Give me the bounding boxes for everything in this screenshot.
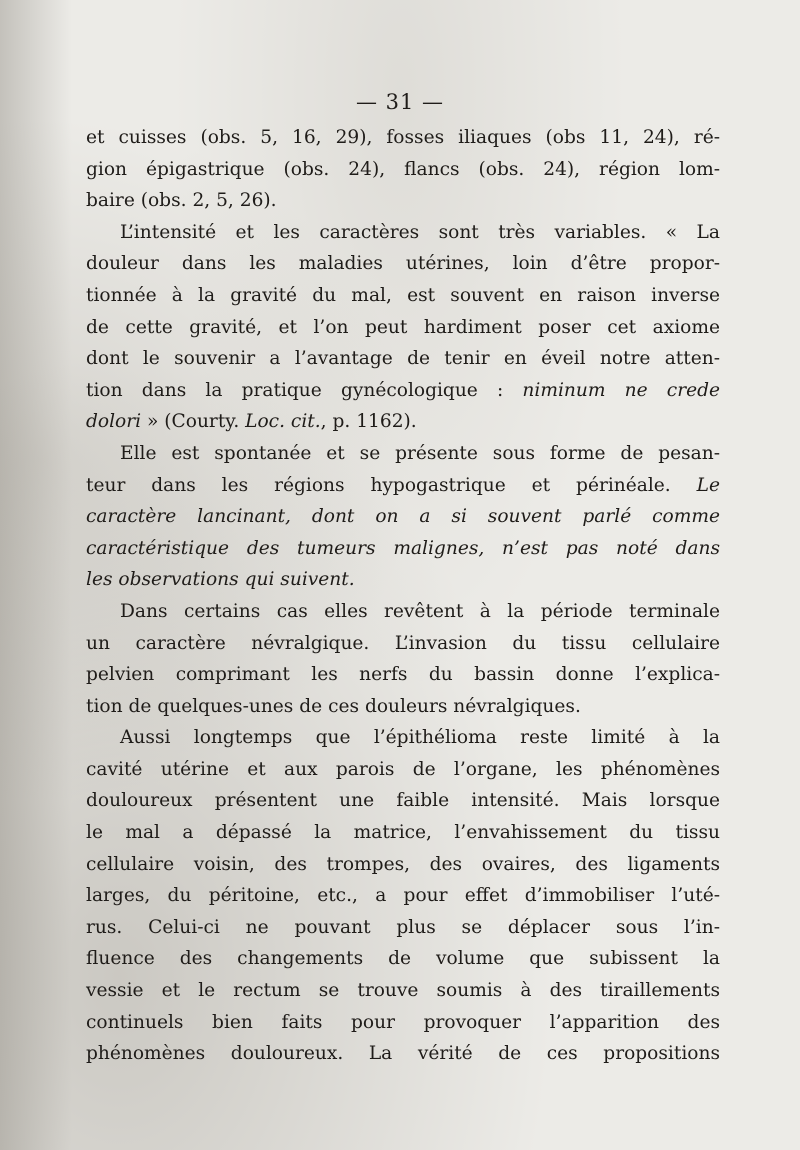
text-line <box>86 406 720 438</box>
text-line <box>86 375 720 407</box>
text-line: de cette gravité, et l’on peut hardiment poser cet axiome <box>86 316 720 338</box>
text-line: L’intensité et les caractères sont très variables. « La <box>120 221 720 243</box>
text-run: tion dans la pratique gynécologique : <box>86 379 523 401</box>
paragraph-5 <box>86 722 720 1070</box>
body-text <box>86 122 720 1070</box>
text-run: » (Courty. <box>141 411 246 433</box>
text-line: vessie et le rectum se trouve soumis à des tiraillements <box>86 980 720 1002</box>
text-line: les observations qui suivent. <box>86 569 355 591</box>
text-line: caractéristique des tumeurs malignes, n’est pas noté dans <box>86 537 720 559</box>
text-run: teur dans les régions hypogastrique et périnéale. <box>86 474 697 496</box>
text-line: le mal a dépassé la matrice, l’envahissement du tissu <box>86 822 720 844</box>
text-line: pelvien comprimant les nerfs du bassin donne l’explica- <box>86 664 720 686</box>
text-line: douloureux présentent une faible intensité. Mais lorsque <box>86 790 720 812</box>
text-line: rus. Celui-ci ne pouvant plus se déplacer sous l’in- <box>86 916 720 938</box>
paragraph-1 <box>86 122 720 217</box>
text-run: , p. 1162). <box>320 411 417 433</box>
text-line: cellulaire voisin, des trompes, des ovaires, des ligaments <box>86 853 720 875</box>
text-line: Dans certains cas elles revêtent à la période terminale <box>120 600 720 622</box>
text-line: Elle est spontanée et se présente sous forme de pesan- <box>120 442 720 464</box>
text-line: phénomènes douloureux. La vérité de ces propositions <box>86 1043 720 1065</box>
text-line: continuels bien faits pour provoquer l’apparition des <box>86 1011 720 1033</box>
text-line: dont le souvenir a l’avantage de tenir en éveil notre atten- <box>86 348 720 370</box>
text-line: baire (obs. 2, 5, 26). <box>86 190 277 212</box>
text-line <box>86 470 720 502</box>
latin-quote: niminum ne crede <box>522 379 720 401</box>
text-line: un caractère névralgique. L’invasion du tissu cellulaire <box>86 632 720 654</box>
text-line: tionnée à la gravité du mal, est souvent en raison inverse <box>86 284 720 306</box>
text-line: Aussi longtemps que l’épithélioma reste limité à la <box>120 727 720 749</box>
paragraph-3 <box>86 438 720 596</box>
paragraph-4 <box>86 596 720 722</box>
text-line: larges, du péritoine, etc., a pour effet d’immobiliser l’uté- <box>86 885 720 907</box>
latin-quote-end: dolori <box>86 411 142 433</box>
text-line: tion de quelques-unes de ces douleurs névralgiques. <box>86 695 581 717</box>
text-line: gion épigastrique (obs. 24), flancs (obs. 24), région lom- <box>86 158 720 180</box>
italic-run: Le <box>696 474 720 496</box>
citation: Loc. cit. <box>245 411 321 433</box>
paragraph-2 <box>86 217 720 438</box>
text-line: et cuisses (obs. 5, 16, 29), fosses iliaques (obs 11, 24), ré- <box>86 127 720 148</box>
text-line: caractère lancinant, dont on a si souvent parlé comme <box>86 506 720 528</box>
text-line: fluence des changements de volume que subissent la <box>86 948 720 970</box>
text-line: douleur dans les maladies utérines, loin d’être propor- <box>86 253 720 275</box>
text-line: cavité utérine et aux parois de l’organe, les phénomènes <box>86 758 720 780</box>
page-number: — 31 — <box>355 90 445 114</box>
